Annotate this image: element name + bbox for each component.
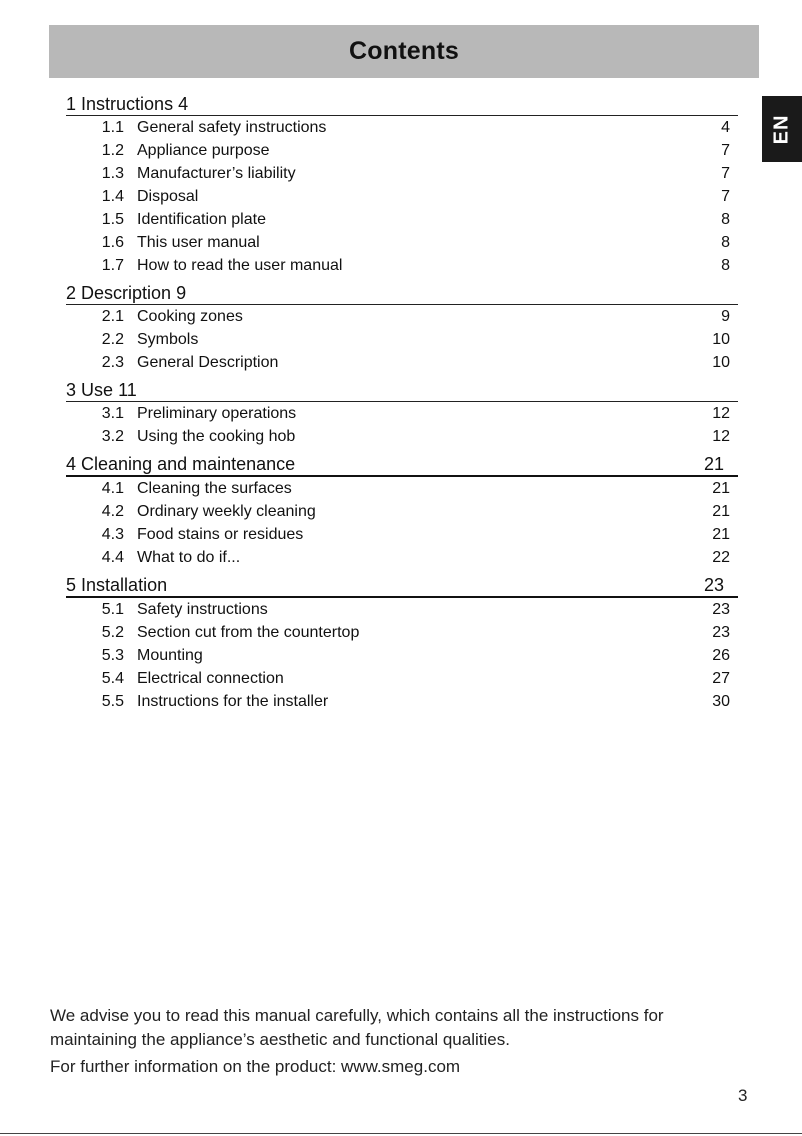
entry-title: Using the cooking hob	[137, 428, 296, 445]
entry-page: 21	[712, 526, 730, 543]
section-heading[interactable]	[66, 379, 738, 402]
toc-entry[interactable]	[66, 644, 738, 667]
toc-entry[interactable]	[66, 208, 738, 231]
entry-number: 5.4	[101, 670, 124, 687]
entry-number: 1.1	[101, 119, 124, 136]
section-number: 2	[66, 283, 77, 303]
entry-number: 5.1	[101, 601, 124, 618]
section-heading[interactable]	[66, 453, 738, 477]
toc-entry[interactable]	[66, 402, 738, 425]
entry-title: Appliance purpose	[137, 142, 270, 159]
entry-title: Preliminary operations	[137, 405, 297, 422]
toc-section-5	[66, 574, 738, 713]
section-page: 21	[703, 454, 724, 474]
entry-page: 8	[721, 234, 730, 251]
entry-page: 26	[712, 647, 730, 664]
entry-page: 7	[721, 165, 730, 182]
entry-number: 3.2	[101, 428, 124, 445]
toc-entry[interactable]	[66, 328, 738, 351]
entry-number: 5.2	[101, 624, 124, 641]
toc-entry[interactable]	[66, 139, 738, 162]
entry-number: 4.2	[101, 503, 124, 520]
toc-entry[interactable]	[66, 477, 738, 500]
entry-number: 4.3	[101, 526, 124, 543]
entry-page: 21	[712, 503, 730, 520]
section-number: 1	[66, 94, 77, 114]
entry-number: 1.6	[101, 234, 124, 251]
entry-page: 30	[712, 693, 730, 710]
section-heading-text	[66, 379, 137, 401]
section-number: 4	[66, 454, 77, 474]
entry-page: 7	[721, 142, 730, 159]
entry-title: This user manual	[137, 234, 260, 251]
entry-title: General safety instructions	[137, 119, 327, 136]
toc-section-3	[66, 379, 738, 448]
entry-number: 3.1	[101, 405, 124, 422]
entry-title: Cooking zones	[137, 308, 243, 325]
toc-entry[interactable]	[66, 254, 738, 277]
section-page: 11	[118, 380, 137, 400]
entry-number: 4.1	[101, 480, 124, 497]
entry-title: Instructions for the installer	[137, 693, 329, 710]
section-title: Installation	[81, 575, 168, 595]
entry-page: 10	[712, 331, 730, 348]
entry-page: 12	[712, 405, 730, 422]
entry-title: What to do if...	[137, 549, 241, 566]
toc-entry[interactable]	[66, 690, 738, 713]
entry-title: Symbols	[137, 331, 199, 348]
page-title: Contents	[349, 37, 459, 65]
footer-note	[50, 1004, 740, 1079]
contents-banner	[49, 25, 759, 78]
entry-page: 8	[721, 211, 730, 228]
section-number: 3	[66, 380, 77, 400]
table-of-contents	[66, 93, 738, 718]
footer-website: For further information on the product: www.smeg.com	[50, 1057, 461, 1076]
bottom-divider	[0, 1133, 802, 1134]
entry-page: 22	[712, 549, 730, 566]
section-page: 9	[176, 283, 187, 303]
entry-title: Safety instructions	[137, 601, 268, 618]
entry-title: Disposal	[137, 188, 199, 205]
section-title: Use	[81, 380, 114, 400]
toc-entry[interactable]	[66, 621, 738, 644]
toc-entry[interactable]	[66, 116, 738, 139]
toc-entry[interactable]	[66, 305, 738, 328]
toc-section-1	[66, 93, 738, 277]
entry-page: 10	[712, 354, 730, 371]
section-title: Description	[81, 283, 172, 303]
toc-entry[interactable]	[66, 667, 738, 690]
section-heading-text	[66, 93, 188, 115]
section-heading[interactable]	[66, 93, 738, 116]
entry-number: 1.7	[101, 257, 124, 274]
footer-advice: We advise you to read this manual carefully, which contains all the instructions for maintaining the appliance’s aesthetic and functional qualities.	[50, 1006, 664, 1049]
toc-entry[interactable]	[66, 162, 738, 185]
entry-title: General Description	[137, 354, 279, 371]
section-page: 4	[178, 94, 189, 114]
page-number: 3	[738, 1086, 748, 1105]
entry-page: 23	[712, 601, 730, 618]
toc-entry[interactable]	[66, 523, 738, 546]
entry-title: Electrical connection	[137, 670, 284, 687]
entry-number: 5.3	[101, 647, 124, 664]
entry-page: 23	[712, 624, 730, 641]
section-heading-text	[66, 574, 167, 596]
section-page: 23	[703, 575, 724, 595]
entry-number: 1.2	[101, 142, 124, 159]
entry-title: How to read the user manual	[137, 257, 343, 274]
toc-entry[interactable]	[66, 185, 738, 208]
entry-number: 2.1	[101, 308, 124, 325]
toc-section-2	[66, 282, 738, 374]
entry-page: 12	[712, 428, 730, 445]
entry-number: 5.5	[101, 693, 124, 710]
section-number: 5	[66, 575, 77, 595]
entry-page: 27	[712, 670, 730, 687]
entry-number: 2.2	[101, 331, 124, 348]
section-heading-text	[66, 453, 295, 475]
entry-page: 9	[721, 308, 730, 325]
section-title: Cleaning and maintenance	[81, 454, 296, 474]
toc-entry[interactable]	[66, 598, 738, 621]
section-title: Instructions	[81, 94, 174, 114]
entry-title: Manufacturer’s liability	[137, 165, 296, 182]
toc-section-4	[66, 453, 738, 569]
entry-number: 1.4	[101, 188, 124, 205]
toc-entry[interactable]	[66, 425, 738, 448]
section-heading[interactable]	[66, 282, 738, 305]
toc-entry[interactable]	[66, 351, 738, 374]
toc-entry[interactable]	[66, 546, 738, 569]
entry-title: Cleaning the surfaces	[137, 480, 292, 497]
entry-page: 7	[721, 188, 730, 205]
entry-title: Ordinary weekly cleaning	[137, 503, 316, 520]
entry-number: 4.4	[101, 549, 124, 566]
entry-title: Food stains or residues	[137, 526, 304, 543]
entry-number: 1.3	[101, 165, 124, 182]
language-label: EN	[770, 114, 793, 144]
entry-title: Mounting	[137, 647, 203, 664]
language-tab	[762, 96, 802, 162]
entry-page: 8	[721, 257, 730, 274]
entry-title: Identification plate	[137, 211, 266, 228]
section-heading[interactable]	[66, 574, 738, 598]
entry-page: 21	[712, 480, 730, 497]
entry-page: 4	[721, 119, 730, 136]
toc-entry[interactable]	[66, 500, 738, 523]
toc-entry[interactable]	[66, 231, 738, 254]
section-heading-text	[66, 282, 186, 304]
entry-title: Section cut from the countertop	[137, 624, 360, 641]
entry-number: 2.3	[101, 354, 124, 371]
entry-number: 1.5	[101, 211, 124, 228]
